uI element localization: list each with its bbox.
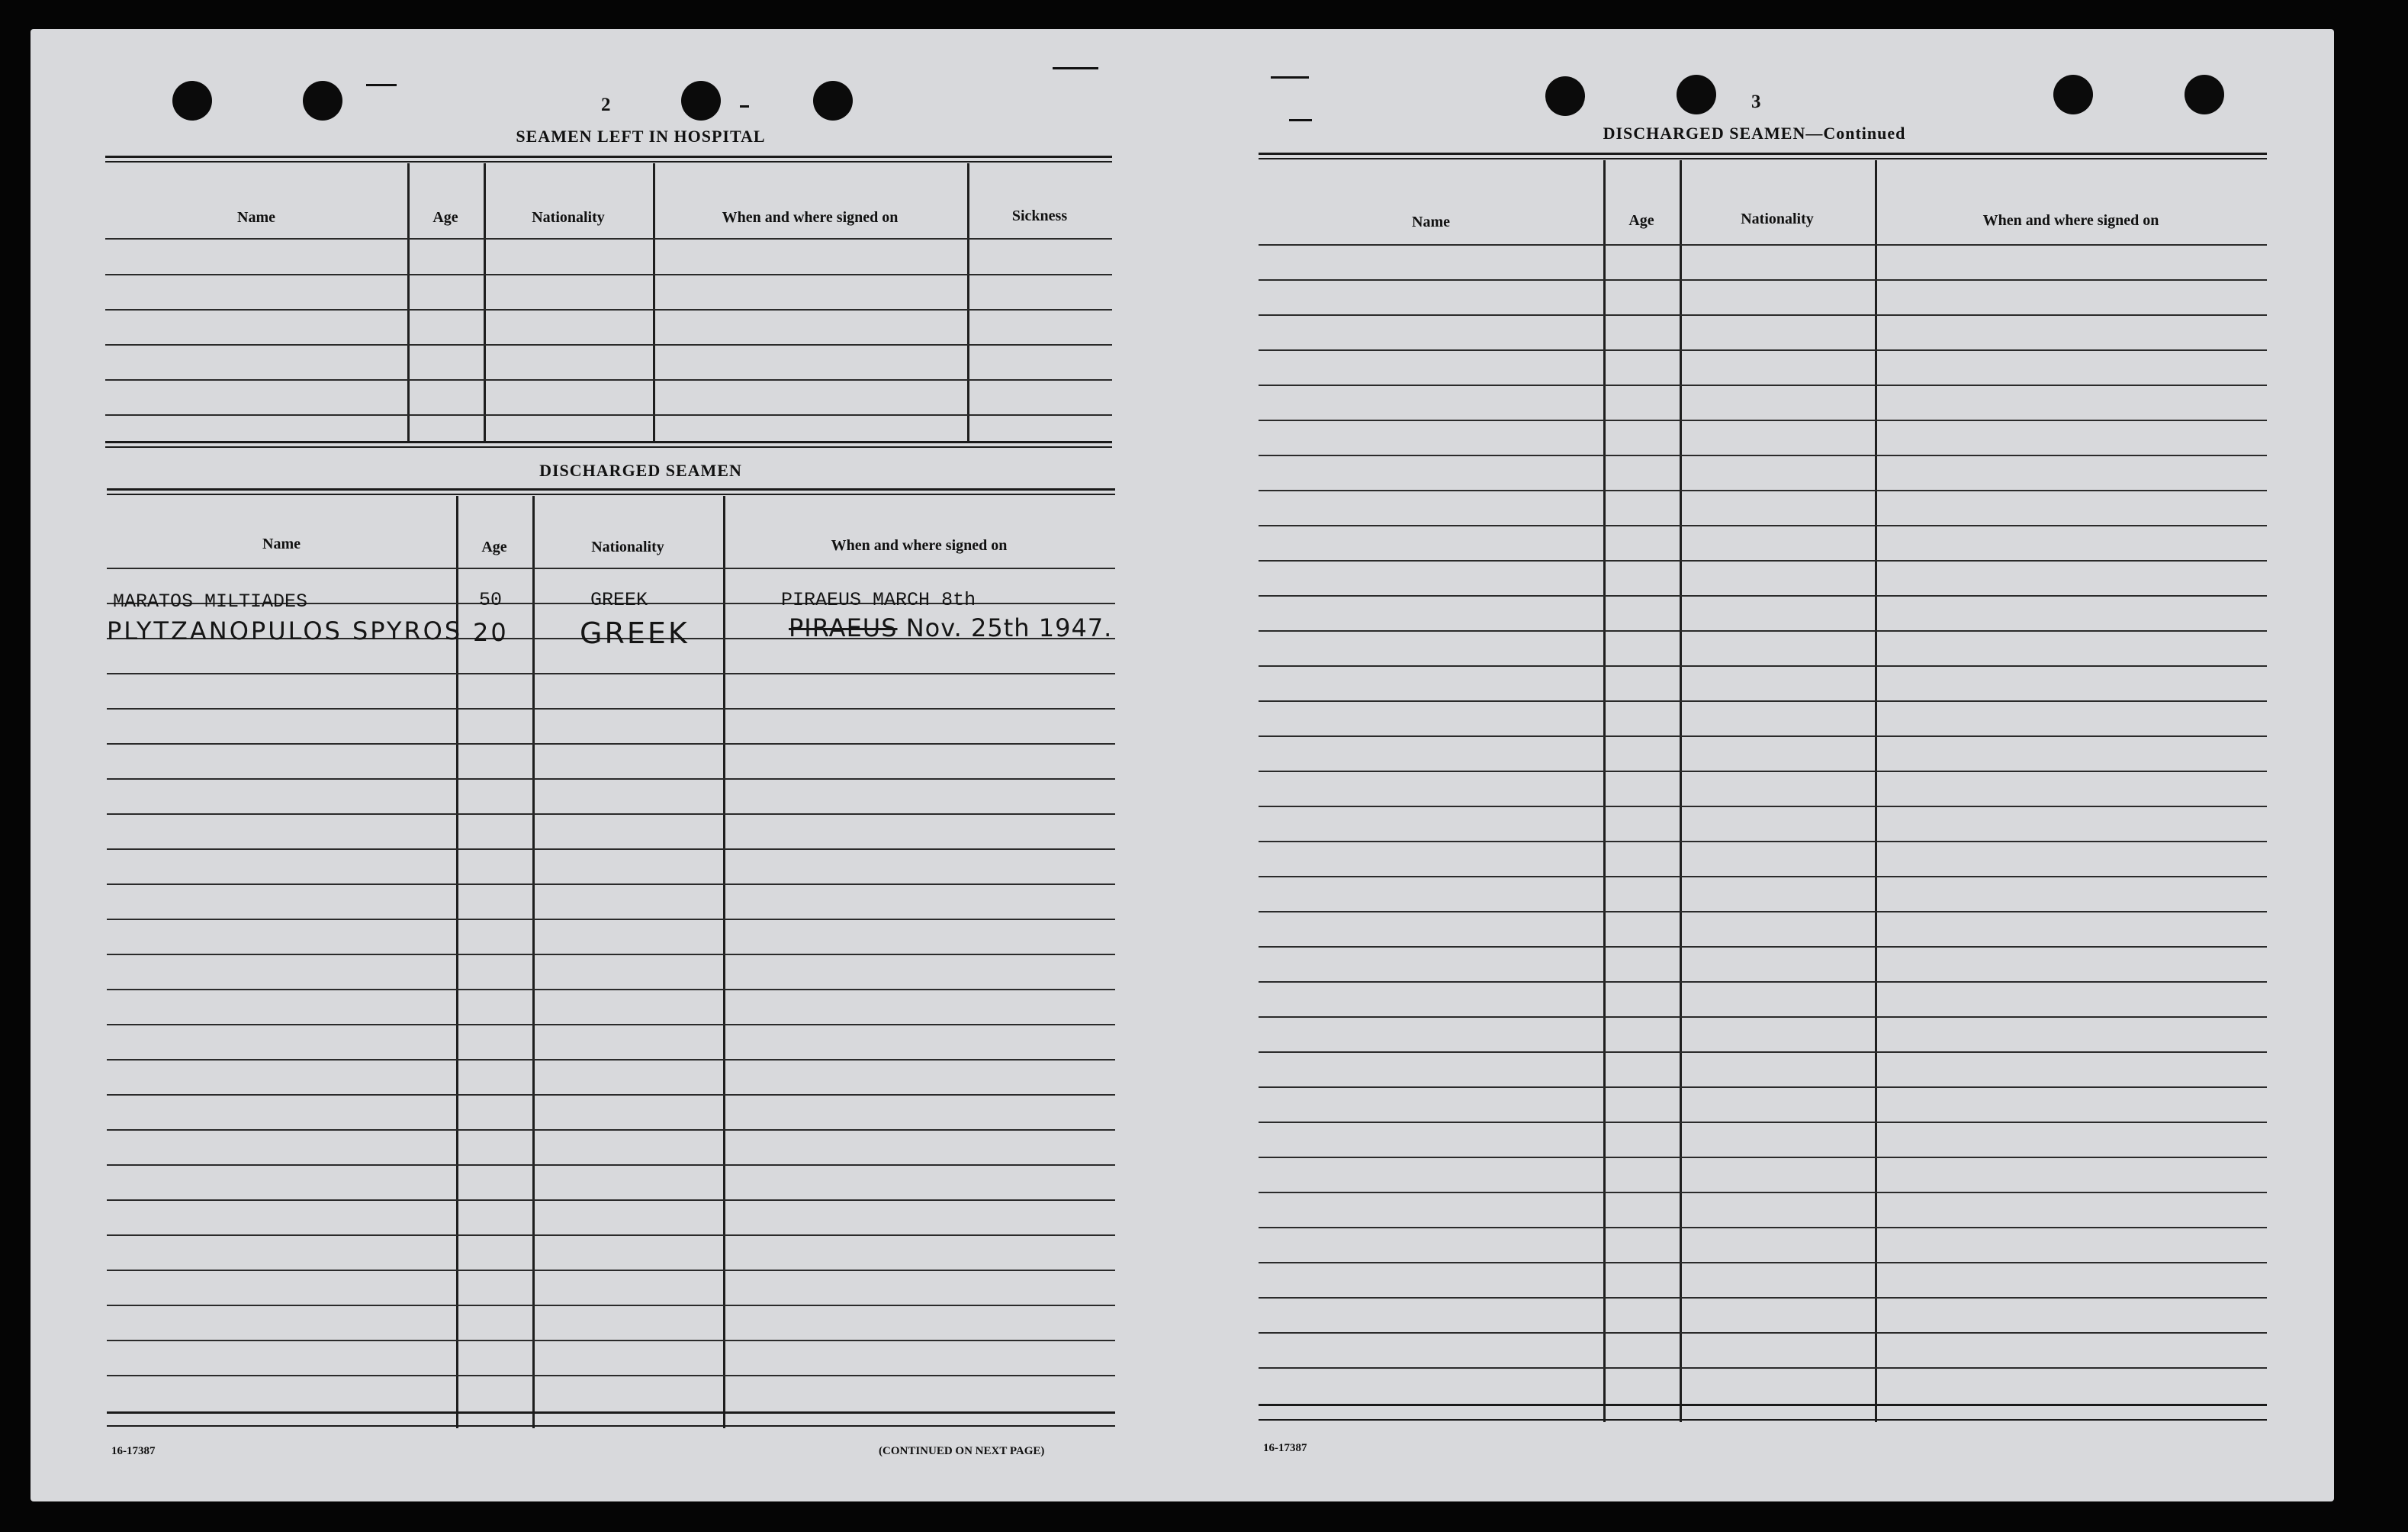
row-rule: [1259, 700, 2267, 702]
document-sheet: [31, 29, 2334, 1501]
row-rule: [107, 848, 1115, 850]
signed-on: [781, 589, 976, 611]
column-header-signed-on: When and where signed on: [1982, 212, 2159, 229]
row-rule: [107, 778, 1115, 780]
row-rule: [107, 1199, 1115, 1201]
table-top-rule: [105, 161, 1112, 163]
row-rule: [1259, 1262, 2267, 1263]
column-header-age: Age: [481, 539, 507, 555]
right-page: [1220, 29, 2334, 1501]
seaman-name: PLYTZANOPULOS SPYROS: [107, 616, 463, 645]
hospital-section-title: SEAMEN LEFT IN HOSPITAL: [516, 127, 766, 146]
row-rule: [1259, 1122, 2267, 1123]
row-rule: [1259, 630, 2267, 632]
row-rule: [1259, 1086, 2267, 1088]
seaman-name: MARATOS MILTIADES: [113, 591, 308, 613]
table-top-rule: [1259, 158, 2267, 159]
column-header-nationality: Nationality: [591, 539, 664, 555]
column-header-sickness: Sickness: [1011, 208, 1068, 224]
punch-hole: [1677, 75, 1716, 114]
discharged-section-title: DISCHARGED SEAMEN: [539, 461, 742, 480]
punch-hole: [813, 81, 853, 121]
row-rule: [107, 1375, 1115, 1376]
column-header-age: Age: [432, 209, 458, 226]
row-rule: [1259, 1157, 2267, 1158]
row-rule: [105, 379, 1112, 381]
ink-speck: [366, 84, 397, 86]
signed-on-date: Nov. 25th 1947.: [905, 613, 1113, 642]
column-divider: [407, 163, 410, 441]
row-rule: [107, 1270, 1115, 1271]
column-header-age: Age: [1628, 212, 1654, 229]
column-header-name: Name: [262, 536, 301, 552]
column-header-name: Name: [1412, 214, 1450, 230]
discharged-continued-title: DISCHARGED SEAMEN—Continued: [1603, 124, 1906, 143]
row-rule: [1259, 1227, 2267, 1228]
punch-hole: [681, 81, 721, 121]
row-rule: [1259, 911, 2267, 912]
form-code: 16-17387: [1263, 1442, 1307, 1454]
page-number: 2: [601, 95, 611, 115]
row-rule: [1259, 981, 2267, 983]
row-rule: [107, 1164, 1115, 1166]
form-code: 16-17387: [111, 1445, 156, 1457]
column-header-nationality: Nationality: [532, 209, 605, 226]
row-rule: [1259, 1016, 2267, 1018]
signed-on-place-date: PIRAEUS MARCH: [781, 589, 931, 611]
row-rule: [105, 309, 1112, 311]
row-rule: [1259, 1332, 2267, 1334]
row-rule: [107, 1234, 1115, 1236]
row-rule: [107, 743, 1115, 745]
left-page: [31, 29, 1220, 1501]
row-rule: [107, 1094, 1115, 1096]
row-rule: [1259, 735, 2267, 737]
table-bottom-rule: [1259, 1419, 2267, 1421]
row-rule: [1259, 595, 2267, 597]
row-rule: [107, 1340, 1115, 1341]
ink-speck: [1271, 76, 1309, 79]
table-top-rule: [107, 488, 1115, 491]
punch-hole: [2053, 75, 2093, 114]
row-rule: [107, 954, 1115, 955]
seaman-nationality: GREEK: [580, 616, 690, 650]
row-rule: [1259, 771, 2267, 772]
signed-on-day: 8th: [941, 589, 976, 611]
ink-speck: [740, 105, 749, 108]
row-rule: [1259, 876, 2267, 877]
row-rule: [1259, 420, 2267, 421]
row-rule: [1259, 841, 2267, 842]
row-rule: [107, 883, 1115, 885]
row-rule: [107, 1059, 1115, 1060]
row-rule: [1259, 385, 2267, 386]
row-rule: [1259, 1297, 2267, 1299]
column-header-name: Name: [237, 209, 275, 226]
row-rule: [105, 238, 1112, 240]
row-rule: [105, 414, 1112, 416]
row-rule: [107, 989, 1115, 990]
punch-hole: [172, 81, 212, 121]
page-number: 3: [1751, 92, 1761, 112]
column-header-signed-on: When and where signed on: [722, 209, 899, 226]
table-bottom-rule: [1259, 1404, 2267, 1406]
row-rule: [1259, 1367, 2267, 1369]
discharged-table: [107, 488, 1115, 1466]
row-rule: [1259, 455, 2267, 456]
continued-note: (CONTINUED ON NEXT PAGE): [879, 1445, 1045, 1457]
row-rule: [1259, 665, 2267, 667]
row-rule: [1259, 525, 2267, 526]
row-rule: [107, 813, 1115, 815]
discharged-continued-table: [1259, 153, 2267, 1465]
row-rule: [105, 274, 1112, 275]
row-rule: [107, 708, 1115, 710]
column-divider: [484, 163, 486, 441]
column-divider: [967, 163, 969, 441]
row-rule: [1259, 1051, 2267, 1053]
punch-hole: [2185, 75, 2224, 114]
row-rule: [107, 1129, 1115, 1131]
row-rule: [1259, 314, 2267, 316]
column-header-nationality: Nationality: [1741, 211, 1814, 227]
row-rule: [107, 673, 1115, 674]
seaman-nationality: GREEK: [590, 589, 648, 611]
row-rule: [1259, 349, 2267, 351]
table-bottom-rule: [105, 441, 1112, 443]
row-rule: [1259, 560, 2267, 562]
row-rule: [1259, 806, 2267, 807]
row-rule: [1259, 244, 2267, 246]
punch-hole: [303, 81, 342, 121]
row-rule: [1259, 1192, 2267, 1193]
row-rule: [107, 1024, 1115, 1025]
column-divider: [723, 496, 725, 1428]
row-rule: [107, 1305, 1115, 1306]
row-rule: [107, 568, 1115, 569]
ink-speck: [1053, 67, 1098, 69]
hospital-table: [105, 156, 1112, 478]
ink-speck: [1289, 119, 1312, 121]
table-bottom-rule: [107, 1411, 1115, 1414]
column-divider: [532, 496, 535, 1428]
column-divider: [653, 163, 655, 441]
table-top-rule: [105, 156, 1112, 158]
struck-place: PIRAEUS: [789, 613, 898, 642]
signed-on: [789, 613, 1112, 642]
row-rule: [107, 919, 1115, 920]
row-rule: [1259, 490, 2267, 491]
table-bottom-rule: [107, 1425, 1115, 1427]
column-header-signed-on: When and where signed on: [831, 537, 1008, 554]
table-bottom-rule: [105, 446, 1112, 448]
seaman-age: 20: [473, 618, 509, 647]
table-top-rule: [1259, 153, 2267, 155]
table-top-rule: [107, 494, 1115, 495]
row-rule: [1259, 946, 2267, 948]
punch-hole: [1545, 76, 1585, 116]
seaman-age: 50: [479, 589, 503, 611]
row-rule: [1259, 279, 2267, 281]
row-rule: [105, 344, 1112, 346]
